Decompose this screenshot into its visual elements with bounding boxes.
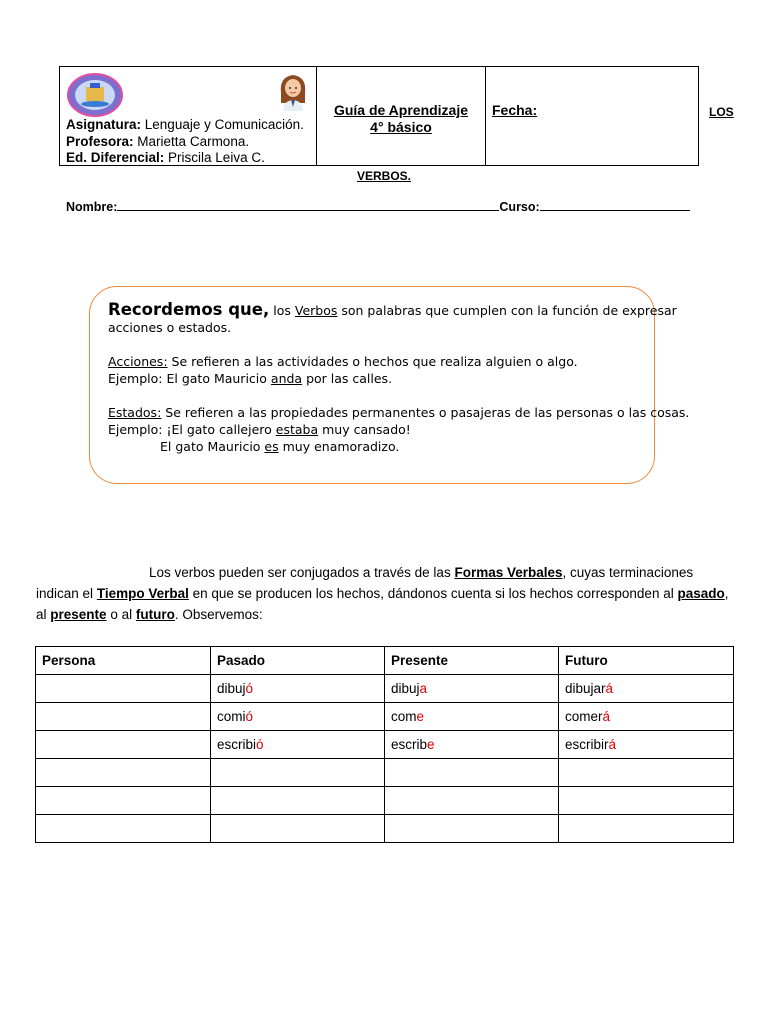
presente-cell: come: [385, 703, 559, 731]
intro-pre: los: [273, 303, 291, 318]
persona-cell[interactable]: [36, 675, 211, 703]
header-futuro: Futuro: [559, 647, 734, 675]
subject-value: Lenguaje y Comunicación.: [144, 117, 304, 132]
title-part2: VERBOS.: [356, 169, 411, 183]
actions-text: Se refieren a las actividades o hechos que realiza alguien o algo.: [171, 354, 578, 369]
name-blank[interactable]: [117, 200, 499, 211]
pasado-cell: escribió: [211, 731, 385, 759]
term-tiempo-verbal: Tiempo Verbal: [96, 586, 189, 601]
table-row-empty: [36, 787, 734, 815]
futuro-cell: escribirá: [559, 731, 734, 759]
para-line1-post: , cuyas terminaciones: [562, 565, 694, 580]
actions-example-post: por las calles.: [306, 371, 393, 386]
table-header-row: [36, 647, 734, 675]
name-label: Nombre:: [66, 200, 118, 214]
pasado-cell: comió: [211, 703, 385, 731]
course-blank[interactable]: [540, 200, 690, 211]
empty-cell[interactable]: [385, 815, 559, 843]
table-row-empty: [36, 815, 734, 843]
table-row: [36, 675, 734, 703]
states-example2-verb: es: [264, 439, 279, 454]
empty-cell[interactable]: [385, 759, 559, 787]
para-line3-mid: o al: [110, 607, 133, 622]
header-info-cell: [60, 67, 317, 165]
presente-cell: escribe: [385, 731, 559, 759]
para-line1-pre: Los verbos pueden ser conjugados a través de las: [149, 565, 451, 580]
header-guide-cell: [317, 67, 486, 165]
reminder-box: [89, 286, 690, 484]
guide-title-line1: Guía de Aprendizaje: [333, 102, 469, 118]
reminder-text: [108, 301, 689, 455]
states-example2-post: muy enamoradizo.: [282, 439, 400, 454]
persona-cell[interactable]: [36, 731, 211, 759]
states-label: Estados:: [108, 405, 162, 420]
empty-cell[interactable]: [36, 759, 211, 787]
guide-title: [317, 102, 485, 136]
empty-cell[interactable]: [211, 787, 385, 815]
empty-cell[interactable]: [559, 759, 734, 787]
header-table: [59, 66, 699, 166]
empty-cell[interactable]: [211, 759, 385, 787]
states-example1-post: muy cansado!: [322, 422, 411, 437]
intro-word: Verbos: [294, 303, 338, 318]
empty-cell[interactable]: [211, 815, 385, 843]
term-futuro: futuro: [135, 607, 175, 622]
presente-cell: dibuja: [385, 675, 559, 703]
term-pasado: pasado: [677, 586, 725, 601]
header-presente: Presente: [385, 647, 559, 675]
header-persona: Persona: [36, 647, 211, 675]
actions-label: Acciones:: [108, 354, 168, 369]
para-line2-end: ,: [724, 586, 729, 601]
empty-cell[interactable]: [36, 815, 211, 843]
term-presente: presente: [50, 607, 107, 622]
verb-table: [35, 646, 734, 843]
special-ed-label: Ed. Diferencial:: [66, 150, 165, 165]
futuro-cell: dibujará: [559, 675, 734, 703]
pasado-cell: dibujó: [211, 675, 385, 703]
states-example1-verb: estaba: [275, 422, 319, 437]
guide-title-line2: 4° básico: [370, 119, 432, 135]
header-info: [66, 117, 304, 167]
empty-cell[interactable]: [36, 787, 211, 815]
term-formas-verbales: Formas Verbales: [454, 565, 563, 580]
course-label: Curso:: [499, 200, 540, 214]
teacher-avatar-icon: [277, 71, 309, 111]
student-line: [66, 200, 690, 214]
empty-cell[interactable]: [385, 787, 559, 815]
teacher-label: Profesora:: [66, 133, 134, 149]
reminder-heading: Recordemos que,: [108, 300, 270, 319]
persona-cell[interactable]: [36, 703, 211, 731]
states-example1-pre: Ejemplo: ¡El gato callejero: [108, 422, 272, 437]
school-logo: [66, 73, 124, 117]
states-example2-pre: El gato Mauricio: [160, 439, 261, 454]
table-row: [36, 731, 734, 759]
intro-post: son palabras que cumplen con la función de expresar: [341, 303, 677, 318]
teacher-value: Marietta Carmona.: [137, 133, 250, 149]
table-row: [36, 703, 734, 731]
para-line3-pre: al: [36, 607, 47, 622]
para-line3-end: . Observemos:: [174, 607, 263, 622]
date-label: Fecha:: [492, 102, 538, 118]
explanation-paragraph: [36, 562, 736, 625]
header-pasado: Pasado: [211, 647, 385, 675]
futuro-cell: comerá: [559, 703, 734, 731]
para-line2-pre: indican el: [36, 586, 94, 601]
states-text: Se refieren a las propiedades permanentes o pasajeras de las personas o las cosas.: [165, 405, 690, 420]
empty-cell[interactable]: [559, 787, 734, 815]
title-part1: LOS: [709, 105, 734, 119]
actions-example-verb: anda: [270, 371, 303, 386]
empty-cell[interactable]: [559, 815, 734, 843]
special-ed-value: Priscila Leiva C.: [168, 150, 265, 165]
actions-example-pre: Ejemplo: El gato Mauricio: [108, 371, 267, 386]
para-line2-mid: en que se producen los hechos, dándonos cuenta si los hechos corresponden al: [192, 586, 674, 601]
intro-line2: acciones o estados.: [108, 320, 232, 335]
header-date-cell: [486, 67, 698, 165]
subject-label: Asignatura:: [66, 117, 142, 132]
table-row-empty: [36, 759, 734, 787]
